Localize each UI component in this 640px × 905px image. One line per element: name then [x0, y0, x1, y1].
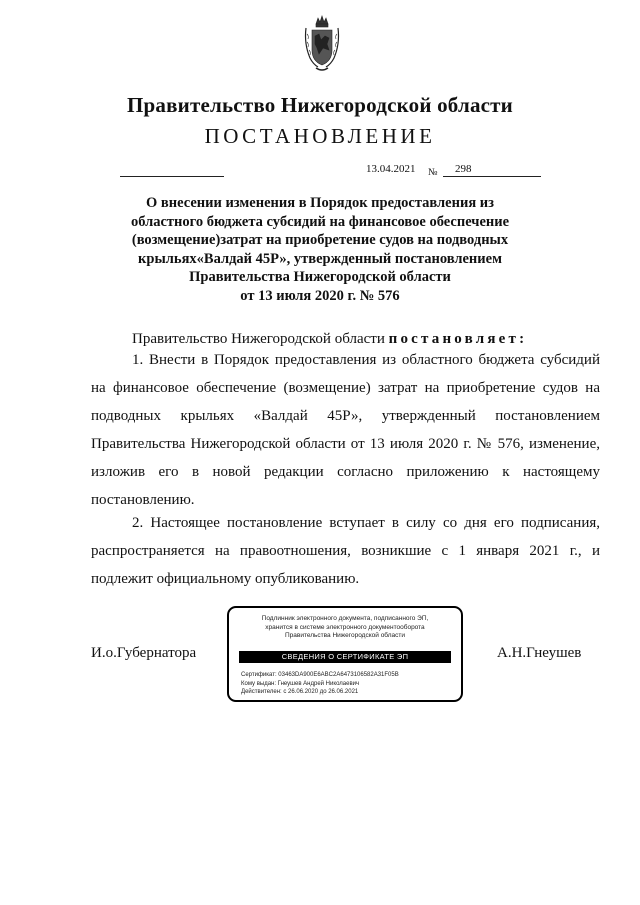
- organization-name: Правительство Нижегородской области: [127, 93, 513, 117]
- document-number: 298: [455, 163, 472, 175]
- intro-text: Правительство Нижегородской области: [132, 331, 385, 347]
- title-line: (возмещение)затрат на приобретение судов на подводных: [131, 232, 509, 248]
- title-line: О внесении изменения в Порядок предоставления из: [146, 195, 494, 211]
- certificate-serial: Сертификат: 03463DA900E6ABC2A6473106582A31F05B: [241, 672, 399, 678]
- paragraph-2: 2. Настоящее постановление вступает в силу со дня его подписания, распространяется на правоотношения, возникшие с 1 января 2021 г., и подлежит официальному опубликованию.: [91, 515, 600, 587]
- stamp-header-line: Правительства Нижегородской области: [284, 632, 406, 639]
- coat-of-arms-emblem: [303, 14, 341, 74]
- certificate-info-bar: СВЕДЕНИЯ О СЕРТИФИКАТЕ ЭП: [239, 651, 451, 663]
- certificate-details: [241, 671, 399, 697]
- stamp-header: [229, 615, 461, 641]
- title-line: Правительства Нижегородской области: [189, 269, 451, 285]
- blank-date-line: [120, 176, 224, 177]
- paragraph-1: 1. Внести в Порядок предоставления из областного бюджета субсидий на финансовое обеспечение (возмещение) затрат на приобретение судов на подводных крыльях «Валдай 45Р», утвержденный постановлением Правительства Нижегородской области от 13 июля 2020 г. № 576, изменение, изложив его в новой редакции согласно приложению к настоящему постановлению.: [91, 352, 600, 508]
- stamp-header-line: Подлинник электронного документа, подписанного ЭП,: [261, 615, 429, 622]
- number-sign: №: [428, 167, 438, 178]
- title-line: от 13 июля 2020 г. № 576: [240, 287, 400, 304]
- title-line: крыльях«Валдай 45Р», утвержденный постановлением: [138, 250, 502, 267]
- intro-verb: постановляет:: [388, 331, 528, 347]
- document-type: ПОСТАНОВЛЕНИЕ: [204, 124, 436, 148]
- certificate-owner: Кому выдан: Гнеушев Андрей Николаевич: [241, 680, 360, 687]
- title-line: областного бюджета субсидий на финансовое обеспечение: [130, 213, 510, 230]
- certificate-validity: Действителен: с 26.06.2020 до 26.06.2021: [241, 689, 359, 695]
- signatory-name: А.Н.Гнеушев: [497, 645, 582, 661]
- number-line: [443, 176, 541, 177]
- electronic-signature-stamp: [227, 606, 463, 702]
- stamp-header-line: хранится в системе электронного документооборота: [265, 623, 425, 631]
- document-title: [0, 194, 640, 305]
- document-date: 13.04.2021: [366, 163, 416, 175]
- signatory-position: И.о.Губернатора: [91, 645, 197, 661]
